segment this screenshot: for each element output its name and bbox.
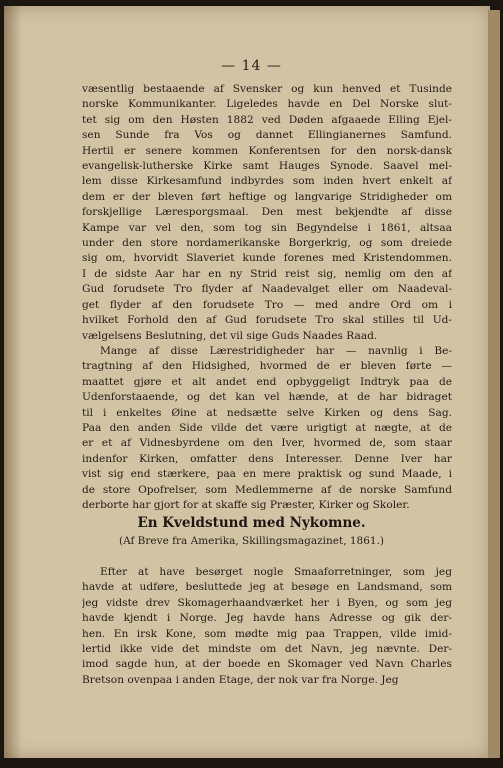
text-line: Efter at have besørget nogle Smaaforretninger, som jeg bbox=[100, 566, 452, 578]
text-line: Hertil er senere kommen Konferentsen for den norsk-dansk bbox=[82, 144, 452, 157]
section-divider bbox=[200, 508, 303, 509]
text-line: indenfor Kirken, omfatter dens Interesser. Denne Iver har bbox=[82, 452, 452, 465]
body-text-lower bbox=[82, 565, 452, 688]
text-line: til i enkeltes Øine at nedsætte selve Kirken og dens Sag. bbox=[82, 406, 452, 419]
text-line: Bretson ovenpaa i anden Etage, der nok var fra Norge. Jeg bbox=[82, 673, 399, 686]
text-line: get flyder af den forudsete Tro — med andre Ord om i bbox=[82, 298, 452, 311]
text-line: de store Opofrelser, som Medlemmerne af de norske Samfund bbox=[82, 483, 452, 496]
text-line: tragtning af den Hidsighed, hvormed de er bleven førte — bbox=[82, 360, 452, 373]
text-line: norske Kommunikanter. Ligeledes havde en Del Norske slut- bbox=[82, 98, 452, 111]
text-line: sen Sunde fra Vos og dannet Ellingianernes Samfund. bbox=[82, 129, 452, 142]
text-line: Gud forudsete Tro flyder af Naadevalget eller om Naadeval- bbox=[82, 283, 452, 296]
section-subtitle: (Af Breve fra Amerika, Skillingsmagazinet, 1861.) bbox=[118, 535, 385, 547]
text-line: hvilket Forhold den af Gud forudsete Tro skal stilles til Ud- bbox=[82, 314, 452, 327]
text-line: evangelisk-lutherske Kirke samt Hauges Synode. Saavel mel- bbox=[82, 160, 452, 173]
text-line: Kampe var vel den, som tog sin Begyndelse i 1861, altsaa bbox=[82, 221, 452, 234]
text-line: jeg vidste drev Skomagerhaandværket her i Byen, og som jeg bbox=[82, 596, 452, 609]
text-line: imod sagde hun, at der boede en Skomager ved Navn Charles bbox=[82, 658, 452, 671]
text-line: Paa den anden Side vilde det være urigtigt at nægte, at de bbox=[82, 421, 452, 434]
text-line: forskjellige Læresporgsmaal. Den mest bekjendte af disse bbox=[82, 206, 452, 219]
text-line: dem er der bleven ført heftige og langvarige Stridigheder om bbox=[82, 190, 452, 203]
text-line: sig om, hvorvidt Slaveriet kunde forenes med Kristendommen. bbox=[82, 252, 452, 265]
body-text-upper bbox=[82, 82, 452, 513]
text-line: I de sidste Aar har en ny Strid reist sig, nemlig om den af bbox=[82, 267, 452, 280]
paragraph-2 bbox=[82, 344, 452, 513]
text-line: Mange af disse Lærestridigheder har — navnlig i Be- bbox=[100, 344, 452, 357]
text-line: hen. En irsk Kone, som mødte mig paa Trappen, vilde imid- bbox=[82, 627, 452, 640]
paragraph-1 bbox=[82, 82, 452, 344]
text-line: vælgelsens Beslutning, det vil sige Guds Naades Raad. bbox=[82, 329, 378, 342]
page-number: — 14 — bbox=[221, 58, 282, 74]
text-line: væsentlig bestaaende af Svensker og kun henved et Tusinde bbox=[82, 83, 452, 95]
text-line: havde kjendt i Norge. Jeg havde hans Adresse og gik der- bbox=[82, 612, 452, 625]
text-line: under den store nordamerikanske Borgerkrig, og som dreiede bbox=[82, 237, 452, 250]
text-line: lem disse Kirkesamfund indbyrdes som inden hvert enkelt af bbox=[82, 175, 452, 188]
page-edge bbox=[488, 10, 500, 758]
paragraph-3 bbox=[82, 565, 452, 688]
text-line: lertid ikke vide det mindste om det Navn, jeg nævnte. Der- bbox=[82, 643, 452, 656]
text-line: maattet gjøre et alt andet end opbyggeligt Indtryk paa de bbox=[82, 375, 452, 388]
section-title: En Kveldstund med Nykomne. bbox=[137, 515, 366, 531]
text-line: vist sig end stærkere, paa en mere praktisk og sund Maade, i bbox=[82, 468, 452, 481]
page-gutter-shadow bbox=[4, 6, 22, 758]
text-line: Udenforstaaende, og det kan vel hænde, at de har bidraget bbox=[82, 391, 452, 404]
text-line: havde at udføre, besluttede jeg at besøge en Landsmand, som bbox=[82, 581, 452, 594]
text-line: tet sig om den Høsten 1882 ved Døden afgaaede Elling Ejel- bbox=[82, 113, 452, 126]
text-line: er et af Vidnesbyrdene om den Iver, hvormed de, som staar bbox=[82, 437, 452, 450]
text-line: derborte har gjort for at skaffe sig Præster, Kirker og Skoler. bbox=[82, 498, 410, 511]
